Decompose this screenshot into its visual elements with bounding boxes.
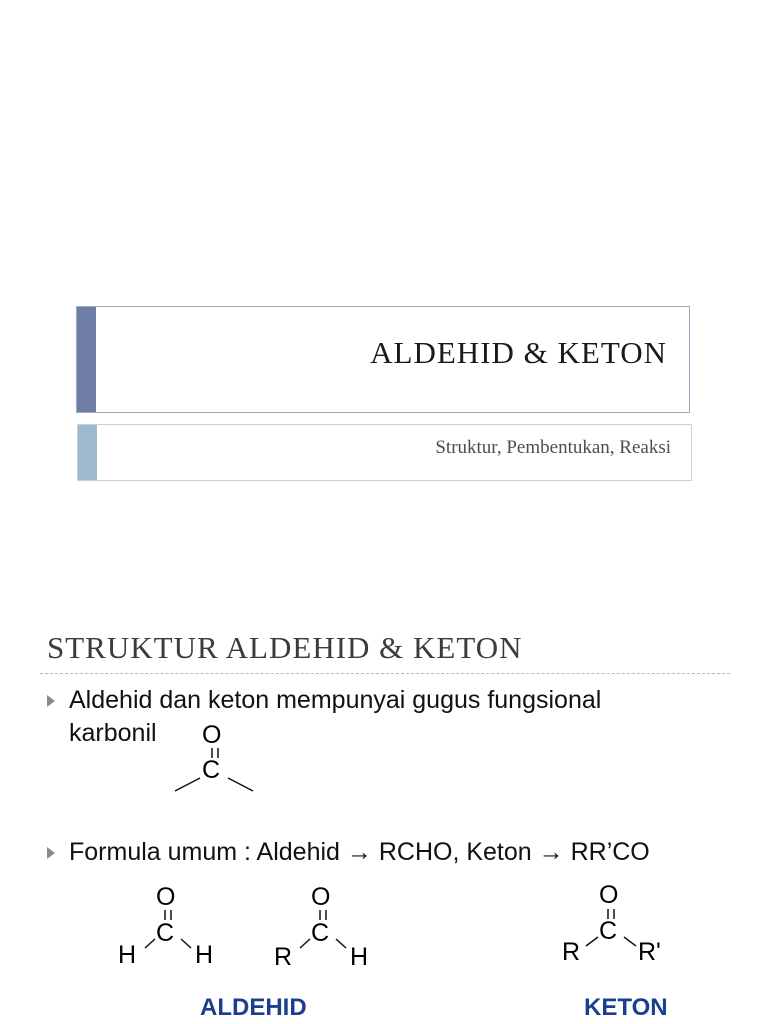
oxygen-atom: O	[311, 883, 331, 911]
slide-heading: STRUKTUR ALDEHID & KETON	[47, 630, 523, 665]
left-substituent: R	[274, 943, 293, 971]
formula-text	[69, 836, 650, 869]
caption-keton: KETON	[584, 994, 668, 1021]
carbon-atom: C	[599, 917, 618, 945]
carbon-atom: C	[311, 919, 330, 947]
slide-title: ALDEHID & KETON	[370, 335, 667, 370]
left-substituent: H	[118, 941, 137, 969]
right-bond	[624, 937, 636, 946]
subtitle-box	[77, 424, 692, 481]
left-substituent: R	[562, 938, 581, 966]
right-bond	[228, 778, 253, 791]
left-bond	[586, 937, 598, 946]
structure-slide	[0, 590, 768, 1024]
heading-divider	[40, 673, 730, 674]
bullet-text-line-2: karbonil	[69, 719, 157, 747]
title-accent-bar	[77, 307, 96, 412]
oxygen-atom: O	[202, 721, 222, 749]
caption-aldehid: ALDEHID	[200, 994, 307, 1021]
bullet-triangle-icon	[47, 695, 55, 707]
carbon-atom: C	[156, 919, 175, 947]
formula-prefix: Formula umum : Aldehid	[69, 838, 347, 866]
oxygen-atom: O	[156, 883, 176, 911]
slide-subtitle: Struktur, Pembentukan, Reaksi	[435, 437, 671, 458]
right-substituent: R'	[638, 938, 661, 966]
left-bond	[145, 939, 155, 948]
bullet-triangle-icon	[47, 847, 55, 859]
left-bond	[300, 939, 310, 948]
right-substituent: H	[350, 943, 369, 971]
arrow-icon: →	[346, 838, 372, 866]
right-bond	[181, 939, 191, 948]
oxygen-atom: O	[599, 881, 619, 909]
title-box	[76, 306, 690, 413]
ketone-structure	[560, 878, 680, 978]
formula-suffix: RR’CO	[563, 838, 650, 866]
carbon-atom: C	[202, 756, 221, 784]
arrow-icon: →	[538, 838, 564, 866]
bullet-general-formula	[47, 836, 737, 872]
aldehyde-structure	[272, 880, 382, 980]
right-substituent: H	[195, 941, 214, 969]
formula-middle: RCHO, Keton	[371, 838, 539, 866]
left-bond	[175, 778, 200, 791]
bullet-functional-group	[47, 684, 737, 754]
carbonyl-structure	[170, 718, 260, 803]
subtitle-accent-bar	[78, 425, 97, 480]
formaldehyde-structure	[115, 880, 225, 980]
bullet-text-line-1: Aldehid dan keton mempunyai gugus fungsional	[69, 686, 602, 714]
right-bond	[336, 939, 346, 948]
